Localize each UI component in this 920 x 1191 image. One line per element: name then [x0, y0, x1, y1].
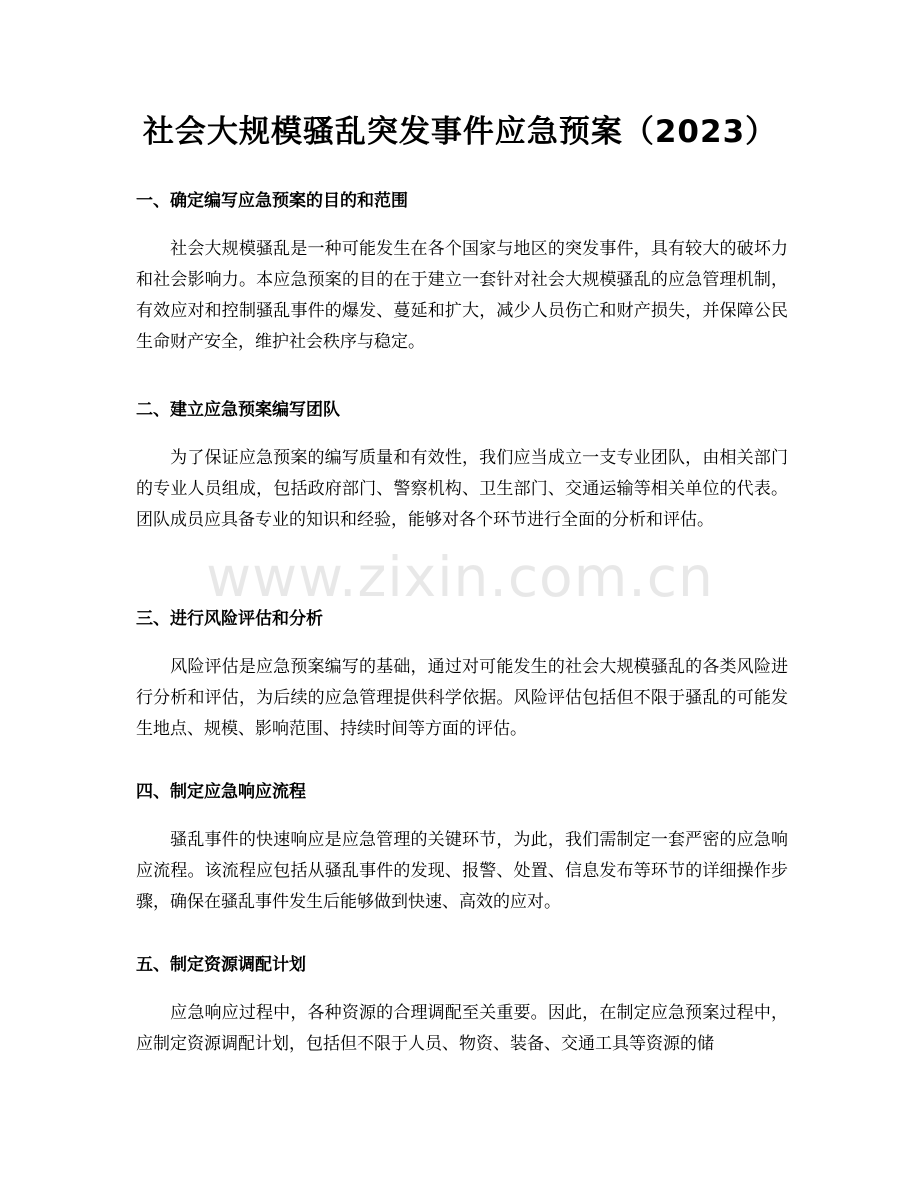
section-paragraph-1-text: 社会大规模骚乱是一种可能发生在各个国家与地区的突发事件，具有较大的破坏力和社会影响力。本应急预案的目的在于建立一套针对社会大规模骚乱的应急管理机制，有效应对和控制骚乱事件的爆发、蔓延和扩大，减少人员伤亡和财产损失，并保障公民生命财产安全，维护社会秩序与稳定。 [136, 239, 788, 352]
section-heading-2: 二、建立应急预案编写团队 [136, 400, 340, 420]
section-paragraph-2 [136, 443, 788, 536]
section-heading-4: 四、制定应急响应流程 [136, 782, 306, 802]
section-heading-3: 三、进行风险评估和分析 [136, 609, 323, 629]
watermark-text: www.zixin.com.cn [206, 545, 714, 609]
section-paragraph-5 [136, 998, 788, 1060]
section-paragraph-4 [136, 825, 788, 918]
document-title: 社会大规模骚乱突发事件应急预案（2023） [142, 114, 778, 150]
section-paragraph-1 [136, 234, 788, 358]
section-heading-1: 一、确定编写应急预案的目的和范围 [136, 191, 408, 211]
section-paragraph-3 [136, 652, 788, 745]
section-paragraph-3-text: 风险评估是应急预案编写的基础，通过对可能发生的社会大规模骚乱的各类风险进行分析和评估，为后续的应急管理提供科学依据。风险评估包括但不限于骚乱的可能发生地点、规模、影响范围、持续时间等方面的评估。 [136, 657, 788, 739]
section-paragraph-2-text: 为了保证应急预案的编写质量和有效性，我们应当成立一支专业团队，由相关部门的专业人员组成，包括政府部门、警察机构、卫生部门、交通运输等相关单位的代表。团队成员应具备专业的知识和经验，能够对各个环节进行全面的分析和评估。 [136, 448, 788, 530]
section-paragraph-5-text: 应急响应过程中，各种资源的合理调配至关重要。因此，在制定应急预案过程中，应制定资源调配计划，包括但不限于人员、物资、装备、交通工具等资源的储 [136, 1003, 788, 1054]
section-paragraph-4-text: 骚乱事件的快速响应是应急管理的关键环节，为此，我们需制定一套严密的应急响应流程。该流程应包括从骚乱事件的发现、报警、处置、信息发布等环节的详细操作步骤，确保在骚乱事件发生后能够做到快速、高效的应对。 [136, 830, 788, 912]
section-heading-5: 五、制定资源调配计划 [136, 955, 306, 975]
